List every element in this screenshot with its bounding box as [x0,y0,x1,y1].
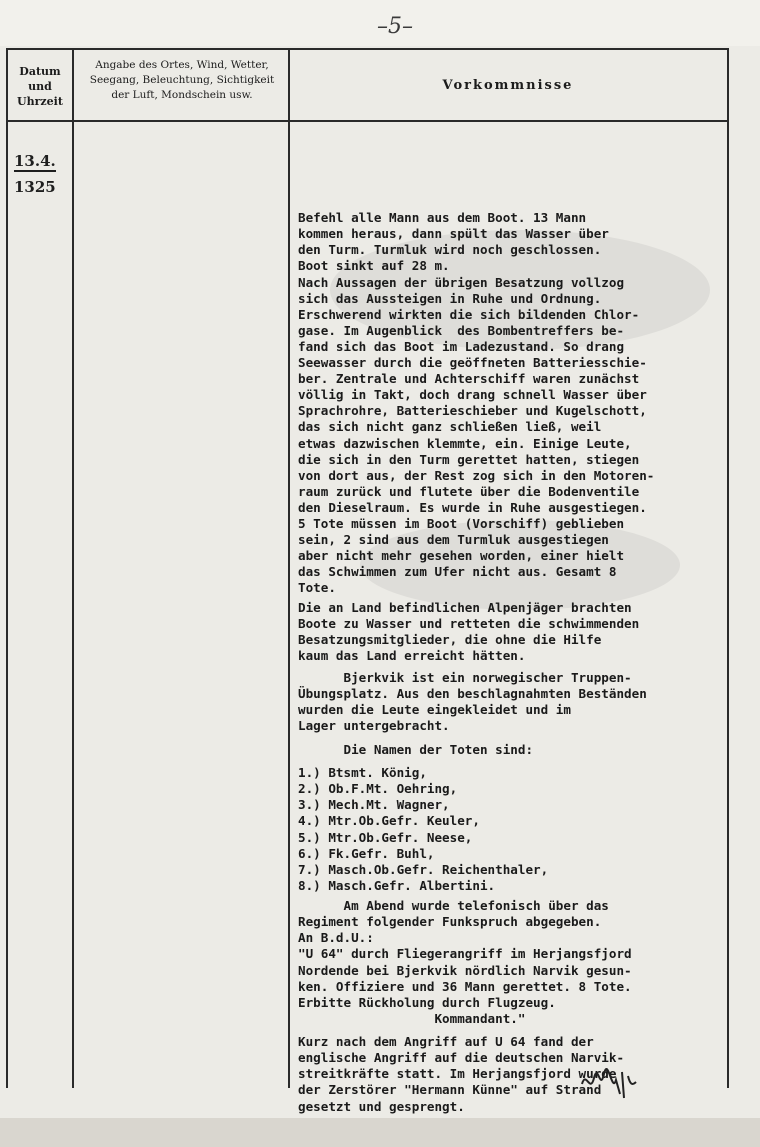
text-line: 1.) Btsmt. König, [298,765,427,781]
header-datum-line: Datum [19,65,61,78]
text-line: Bjerkvik ist ein norwegischer Truppen- [298,670,632,686]
text-line: 8.) Masch.Gefr. Albertini. [298,877,496,893]
text-line: Am Abend wurde telefonisch über das [298,898,609,914]
header-bottom-rule [6,120,728,122]
text-line: Sprachrohre, Batterieschieber und Kugelschott, [298,403,647,419]
header-angabe-line: Angabe des Ortes, Wind, Wetter, [95,59,269,71]
text-line: Befehl alle Mann aus dem Boot. 13 Mann [298,210,587,226]
text-line: raum zurück und flutete über die Bodenventile [298,483,640,499]
header-angabe-line: Seegang, Beleuchtung, Sichtigkeit [89,74,275,86]
table-top-rule [6,48,728,50]
text-line: sein, 2 sind aus dem Turmluk ausgestiegen [298,532,609,548]
text-line: Die an Land befindlichen Alpenjäger brachten [298,600,632,616]
header-angabe [78,58,286,103]
text-line: 7.) Masch.Ob.Gefr. Reichenthaler, [298,861,549,877]
text-line: kaum das Land erreicht hätten. [298,648,526,664]
text-line: das Schwimmen zum Ufer nicht aus. Gesamt 8 [298,564,617,580]
header-vorkommnisse: Vorkommnisse [442,78,574,93]
text-line: Erschwerend wirkten die sich bildenden Chlor- [298,306,640,322]
signature-mark [578,1064,638,1100]
text-line: 6.) Fk.Gefr. Buhl, [298,845,435,861]
text-line: Kurz nach dem Angriff auf U 64 fand der [298,1034,594,1050]
column-rule-angabe [288,48,290,1088]
text-line: englische Angriff auf die deutschen Narvik- [298,1050,625,1066]
column-rule-datum [72,48,74,1088]
text-line: den Dieselraum. Es wurde in Ruhe ausgestiegen. [298,499,647,515]
text-line: Kommandant." [298,1010,526,1026]
column-rule-left [6,48,8,1088]
text-line: von dort aus, der Rest zog sich in den Motoren- [298,467,655,483]
header-datum-line: und [28,80,52,93]
text-line: 5.) Mtr.Ob.Gefr. Neese, [298,829,473,845]
text-line: 2.) Ob.F.Mt. Oehring, [298,781,458,797]
header-datum-line: Uhrzeit [17,95,63,108]
header-angabe-line: der Luft, Mondschein usw. [111,89,253,101]
text-line: Boote zu Wasser und retteten die schwimmenden [298,616,640,632]
text-line: streitkräfte statt. Im Herjangsfjord wurde [298,1066,617,1082]
text-line: wurden die Leute eingekleidet und im [298,702,571,718]
text-line: das sich nicht ganz schließen ließ, weil [298,419,602,435]
text-line: sich das Aussteigen in Ruhe und Ordnung. [298,290,602,306]
text-line: der Zerstörer "Hermann Künne" auf Strand [298,1082,602,1098]
entry-time: 1325 [14,178,56,196]
text-line: Seewasser durch die geöffneten Batteriesschie- [298,355,647,371]
text-line: An B.d.U.: [298,930,374,946]
entry-date: 13.4. [14,152,56,170]
text-line: aber nicht mehr gesehen worden, einer hielt [298,548,625,564]
text-line: Übungsplatz. Aus den beschlagnahmten Beständen [298,686,647,702]
text-line: Lager untergebracht. [298,718,450,734]
page-number: –5– [377,14,413,39]
paragraph-lines [298,210,743,596]
text-line: 3.) Mech.Mt. Wagner, [298,797,450,813]
text-line: ken. Offiziere und 36 Mann gerettet. 8 Tote. [298,978,632,994]
text-line: den Turm. Turmluk wird noch geschlossen. [298,242,602,258]
text-line: gase. Im Augenblick des Bombentreffers be- [298,322,625,338]
text-line: Nach Aussagen der übrigen Besatzung vollzog [298,274,625,290]
text-line: gesetzt und gesprengt. [298,1098,465,1114]
text-line: fand sich das Boot im Ladezustand. So drang [298,338,625,354]
text-line: Regiment folgender Funkspruch abgegeben. [298,914,602,930]
paragraph-lines [298,1034,743,1114]
text-line: "U 64" durch Fliegerangriff im Herjangsfjord [298,946,632,962]
text-line: Nordende bei Bjerkvik nördlich Narvik gesun- [298,962,632,978]
text-line: kommen heraus, dann spült das Wasser über [298,226,609,242]
text-line: 5 Tote müssen im Boot (Vorschiff) geblieben [298,515,625,531]
text-line: ber. Zentrale und Achterschiff waren zunächst [298,371,640,387]
text-line: Tote. [298,580,336,596]
text-line: Die Namen der Toten sind: [298,742,534,758]
text-line: Boot sinkt auf 28 m. [298,258,450,274]
text-line: Besatzungsmitglieder, die ohne die Hilfe [298,632,602,648]
text-line: 4.) Mtr.Ob.Gefr. Keuler, [298,813,480,829]
text-line: etwas dazwischen klemmte, ein. Einige Leute, [298,435,632,451]
text-line: Erbitte Rückholung durch Flugzeug. [298,994,556,1010]
text-line: völlig in Takt, doch drang schnell Wasser über [298,387,647,403]
paragraph-sinking-report [298,178,743,629]
text-line: die sich in den Turm gerettet hatten, stiegen [298,451,640,467]
header-datum [8,64,72,109]
paragraph-narvik-attack [298,1002,743,1147]
